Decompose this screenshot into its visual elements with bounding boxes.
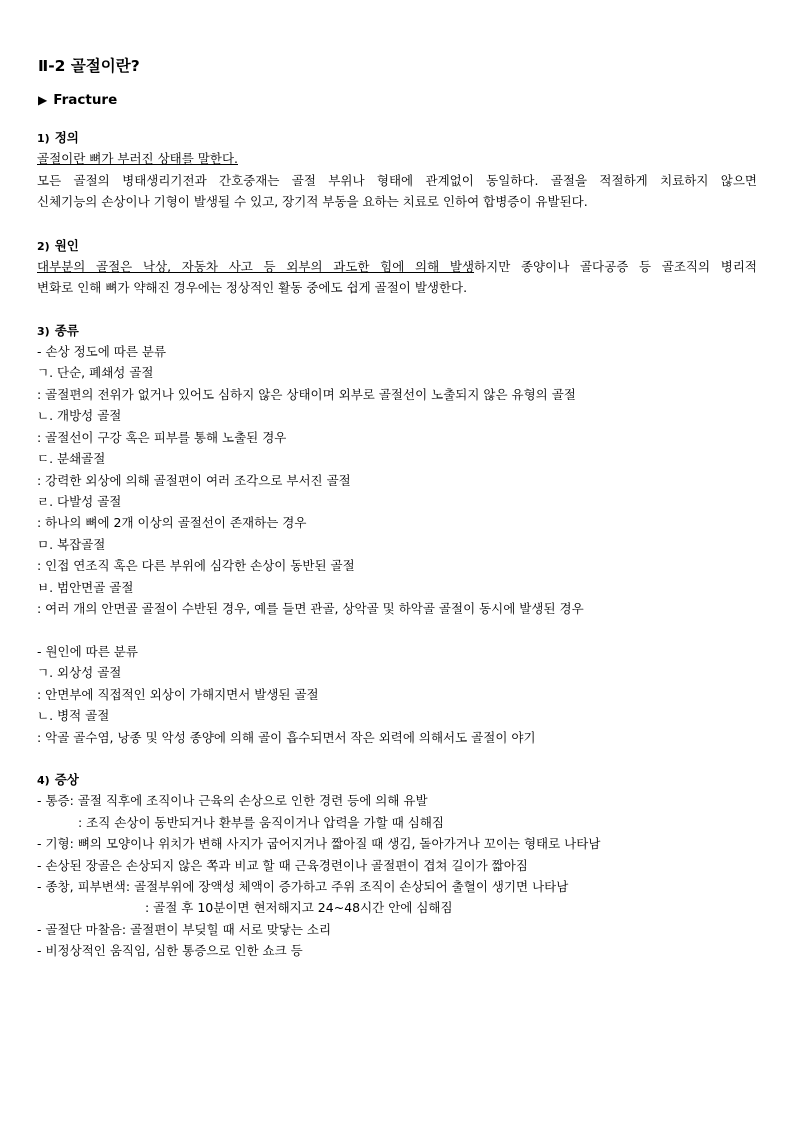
definition-line: 모든 골절의 병태생리기전과 간호중재는 골절 부위나 형태에 관계없이 동일하다. 골절을 적절하게 치료하지 않으면 bbox=[37, 173, 757, 188]
section-number: 2) bbox=[37, 240, 50, 253]
section-heading-types bbox=[37, 320, 757, 342]
types-line: - 원인에 따른 분류 bbox=[37, 644, 138, 659]
cause-line: 변화로 인해 뼈가 약해진 경우에는 정상적인 활동 중에도 쉽게 골절이 발생한다. bbox=[37, 280, 468, 295]
symptom-line: - 손상된 장골은 손상되지 않은 쪽과 비교 할 때 근육경련이나 골절편이 겹쳐 길이가 짧아짐 bbox=[37, 858, 528, 873]
section-heading-definition bbox=[37, 127, 757, 149]
types-line: : 골절편의 전위가 없거나 있어도 심하지 않은 상태이며 외부로 골절선이 노출되지 않은 유형의 골절 bbox=[37, 387, 576, 402]
types-line: : 안면부에 직접적인 외상이 가해지면서 발생된 골절 bbox=[37, 687, 319, 702]
types-line: - 손상 정도에 따른 분류 bbox=[37, 344, 167, 359]
types-line: ㅂ. 범안면골 골절 bbox=[37, 580, 134, 595]
types-line: : 하나의 뼈에 2개 이상의 골절선이 존재하는 경우 bbox=[37, 515, 307, 530]
subtitle bbox=[38, 90, 758, 111]
types-line: ㄱ. 단순, 폐쇄성 골절 bbox=[37, 365, 154, 380]
symptom-subline: : 조직 손상이 동반되거나 환부를 움직이거나 압력을 가할 때 심해짐 bbox=[78, 815, 444, 830]
types-line: : 여러 개의 안면골 골절이 수반된 경우, 예를 들면 관골, 상악골 및 하악골 골절이 동시에 발생된 경우 bbox=[37, 601, 584, 616]
types-line: ㅁ. 복잡골절 bbox=[37, 537, 106, 552]
types-line: : 악골 골수염, 낭종 및 악성 종양에 의해 골이 흡수되면서 작은 외력에 의해서도 골절이 야기 bbox=[37, 730, 536, 745]
cause-underlined-text: 대부분의 골절은 낙상, 자동차 사고 등 외부의 과도한 힘에 의해 발생 bbox=[37, 259, 475, 274]
types-line: : 강력한 외상에 의해 골절편이 여러 조각으로 부서진 골절 bbox=[37, 473, 351, 488]
definition-line: 골절이란 뼈가 부러진 상태를 말한다. bbox=[37, 151, 238, 166]
subtitle-text: Fracture bbox=[53, 92, 118, 108]
section-title: 정의 bbox=[54, 130, 79, 145]
triangle-bullet-icon: ▶ bbox=[38, 93, 48, 107]
page-title: Ⅱ-2 골절이란? bbox=[38, 57, 140, 75]
symptom-subline: : 골절 후 10분이면 현저해지고 24~48시간 안에 심해짐 bbox=[145, 900, 453, 915]
types-line: ㄷ. 분쇄골절 bbox=[37, 451, 106, 466]
section-title: 종류 bbox=[54, 323, 79, 338]
cause-rest-text: 하지만 종양이나 골다공증 등 골조직의 병리적 bbox=[474, 259, 757, 274]
section-heading-symptoms bbox=[37, 769, 757, 791]
section-number: 4) bbox=[37, 774, 50, 787]
section-title: 증상 bbox=[54, 772, 79, 787]
types-line: : 골절선이 구강 혹은 피부를 통해 노출된 경우 bbox=[37, 430, 287, 445]
section-number: 1) bbox=[37, 132, 50, 145]
definition-line: 신체기능의 손상이나 기형이 발생될 수 있고, 장기적 부동을 요하는 치료로 인하여 합병증이 유발된다. bbox=[37, 194, 588, 209]
types-line: ㄹ. 다발성 골절 bbox=[37, 494, 122, 509]
symptom-line: - 통증: 골절 직후에 조직이나 근육의 손상으로 인한 경련 등에 의해 유발 bbox=[37, 793, 428, 808]
symptom-line: - 골절단 마찰음: 골절편이 부딪힐 때 서로 맞닿는 소리 bbox=[37, 922, 332, 937]
section-number: 3) bbox=[37, 325, 50, 338]
symptom-line: - 기형: 뼈의 모양이나 위치가 변해 사지가 굽어지거나 짧아질 때 생김, 돌아가거나 꼬이는 형태로 나타남 bbox=[37, 836, 601, 851]
types-line: : 인접 연조직 혹은 다른 부위에 심각한 손상이 동반된 골절 bbox=[37, 558, 355, 573]
section-heading-cause bbox=[37, 235, 757, 257]
symptom-line: - 종창, 피부변색: 골절부위에 장액성 체액이 증가하고 주위 조직이 손상되어 출혈이 생기면 나타남 bbox=[37, 879, 569, 894]
cause-line bbox=[37, 256, 757, 277]
types-line: ㄱ. 외상성 골절 bbox=[37, 665, 122, 680]
symptom-line: - 비정상적인 움직임, 심한 통증으로 인한 쇼크 등 bbox=[37, 943, 303, 958]
types-line: ㄴ. 개방성 골절 bbox=[37, 408, 122, 423]
section-title: 원인 bbox=[54, 238, 79, 253]
types-line: ㄴ. 병적 골절 bbox=[37, 708, 110, 723]
